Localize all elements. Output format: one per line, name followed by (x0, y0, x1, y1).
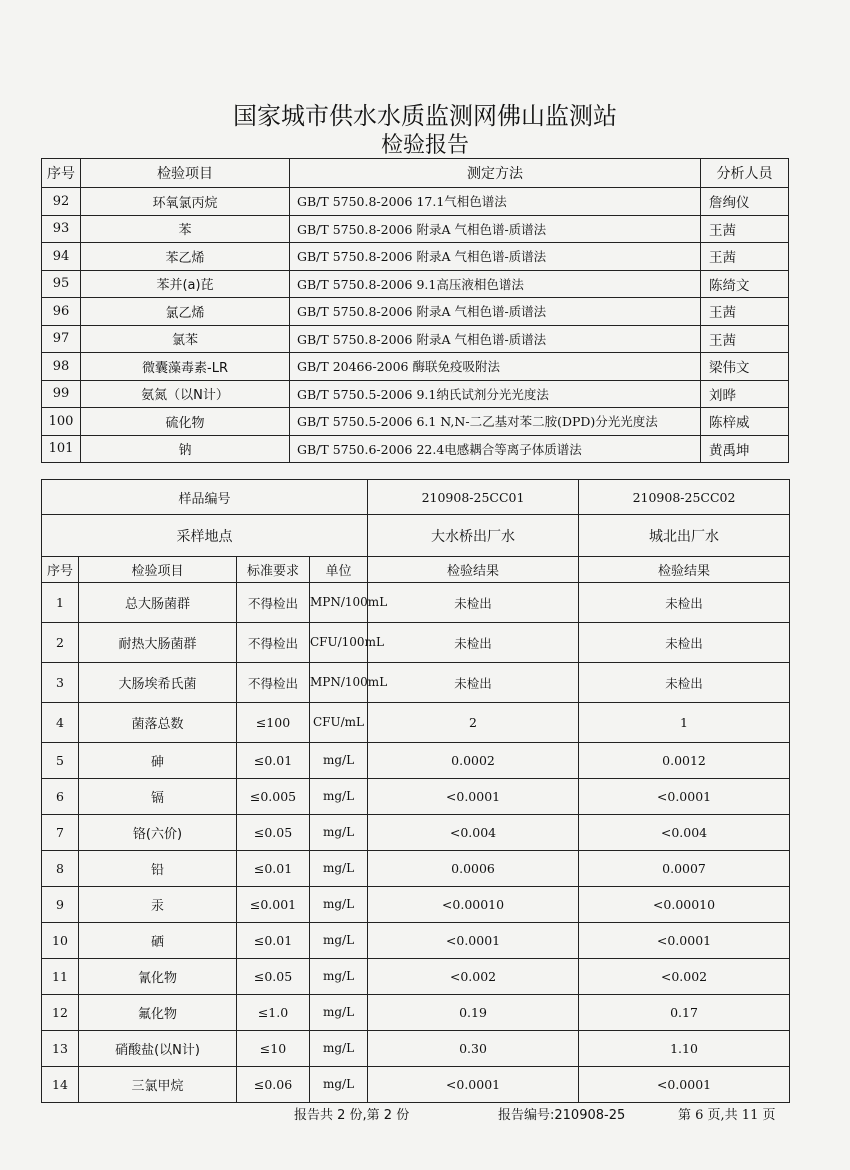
result-row (42, 1031, 790, 1067)
result-sample-2: 未检出 (579, 623, 790, 663)
result-unit: MPN/100mL (310, 583, 368, 623)
result-unit: CFU/100mL (310, 623, 368, 663)
result-sample-2: 未检出 (579, 663, 790, 703)
result-sample-1: <0.002 (368, 959, 579, 995)
method-row (42, 408, 789, 436)
result-no: 12 (42, 995, 79, 1031)
row-no: 96 (42, 298, 81, 326)
row-person: 黄禹坤 (701, 435, 789, 463)
result-sample-1: 未检出 (368, 663, 579, 703)
row-method: GB/T 5750.5-2006 6.1 N,N-二乙基对苯二胺(DPD)分光光度法 (290, 408, 701, 436)
row-item: 环氧氯丙烷 (81, 188, 290, 216)
result-row (42, 583, 790, 623)
result-unit: mg/L (310, 1031, 368, 1067)
result-std: ≤0.05 (237, 815, 310, 851)
result-sample-1: 0.0006 (368, 851, 579, 887)
result-sample-1: <0.0001 (368, 923, 579, 959)
result-unit: mg/L (310, 851, 368, 887)
result-sample-2: 0.17 (579, 995, 790, 1031)
row-no: 101 (42, 435, 81, 463)
result-item: 耐热大肠菌群 (79, 623, 237, 663)
result-unit: mg/L (310, 887, 368, 923)
result-unit: CFU/mL (310, 703, 368, 743)
result-unit: mg/L (310, 815, 368, 851)
result-sample-1: 未检出 (368, 623, 579, 663)
row-no: 97 (42, 325, 81, 353)
header-no: 序号 (42, 159, 81, 188)
row-item: 苯乙烯 (81, 243, 290, 271)
sample-no-label: 样品编号 (42, 480, 368, 515)
row-person: 梁伟文 (701, 353, 789, 381)
page-number: 第 6 页,共 11 页 (678, 1108, 776, 1123)
site-label: 采样地点 (42, 515, 368, 557)
row-method: GB/T 5750.8-2006 附录A 气相色谱-质谱法 (290, 243, 701, 271)
method-row (42, 243, 789, 271)
result-sample-1: 0.30 (368, 1031, 579, 1067)
col-header-item: 检验项目 (79, 557, 237, 583)
sample-no-row (42, 480, 790, 515)
result-no: 2 (42, 623, 79, 663)
row-person: 刘晔 (701, 380, 789, 408)
result-no: 11 (42, 959, 79, 995)
row-item: 钠 (81, 435, 290, 463)
row-method: GB/T 5750.8-2006 附录A 气相色谱-质谱法 (290, 298, 701, 326)
method-row (42, 215, 789, 243)
row-item: 氯苯 (81, 325, 290, 353)
col-header-std: 标准要求 (237, 557, 310, 583)
row-no: 95 (42, 270, 81, 298)
result-row (42, 623, 790, 663)
row-method: GB/T 5750.8-2006 17.1气相色谱法 (290, 188, 701, 216)
method-row (42, 353, 789, 381)
copies-info: 报告共 2 份,第 2 份 (294, 1108, 410, 1123)
row-method: GB/T 5750.8-2006 附录A 气相色谱-质谱法 (290, 325, 701, 353)
row-person: 陈梓威 (701, 408, 789, 436)
result-std: 不得检出 (237, 663, 310, 703)
result-unit: mg/L (310, 743, 368, 779)
col-header-result-2: 检验结果 (579, 557, 790, 583)
result-unit: mg/L (310, 995, 368, 1031)
result-row (42, 995, 790, 1031)
result-sample-1: <0.0001 (368, 779, 579, 815)
org-title: 国家城市供水水质监测网佛山监测站 (233, 102, 617, 130)
result-sample-2: 0.0007 (579, 851, 790, 887)
result-std: ≤0.06 (237, 1067, 310, 1103)
result-item: 硝酸盐(以N计) (79, 1031, 237, 1067)
result-item: 氟化物 (79, 995, 237, 1031)
result-unit: mg/L (310, 779, 368, 815)
result-sample-2: <0.0001 (579, 779, 790, 815)
row-item: 微囊藻毒素-LR (81, 353, 290, 381)
result-row (42, 887, 790, 923)
result-unit: mg/L (310, 923, 368, 959)
method-row (42, 325, 789, 353)
result-no: 4 (42, 703, 79, 743)
header-item: 检验项目 (81, 159, 290, 188)
result-sample-1: 0.19 (368, 995, 579, 1031)
result-sample-2: <0.00010 (579, 887, 790, 923)
results-header-row (42, 557, 790, 583)
row-no: 94 (42, 243, 81, 271)
result-row (42, 851, 790, 887)
result-sample-2: 1.10 (579, 1031, 790, 1067)
row-no: 93 (42, 215, 81, 243)
method-row (42, 270, 789, 298)
sample-site-1: 大水桥出厂水 (368, 515, 579, 557)
results-table (41, 479, 790, 1103)
result-std: 不得检出 (237, 583, 310, 623)
result-no: 7 (42, 815, 79, 851)
header-person: 分析人员 (701, 159, 789, 188)
result-sample-1: 0.0002 (368, 743, 579, 779)
col-header-no: 序号 (42, 557, 79, 583)
row-no: 100 (42, 408, 81, 436)
result-sample-2: 未检出 (579, 583, 790, 623)
result-sample-1: <0.00010 (368, 887, 579, 923)
method-row (42, 380, 789, 408)
result-item: 汞 (79, 887, 237, 923)
methods-header-row (42, 159, 789, 188)
row-person: 陈绮文 (701, 270, 789, 298)
row-method: GB/T 5750.8-2006 9.1高压液相色谱法 (290, 270, 701, 298)
result-sample-2: 1 (579, 703, 790, 743)
row-no: 99 (42, 380, 81, 408)
result-unit: mg/L (310, 1067, 368, 1103)
row-method: GB/T 20466-2006 酶联免疫吸附法 (290, 353, 701, 381)
result-item: 砷 (79, 743, 237, 779)
result-std: ≤0.01 (237, 743, 310, 779)
result-unit: MPN/100mL (310, 663, 368, 703)
result-row (42, 703, 790, 743)
result-std: ≤10 (237, 1031, 310, 1067)
row-person: 詹绚仪 (701, 188, 789, 216)
method-row (42, 188, 789, 216)
result-sample-1: 2 (368, 703, 579, 743)
result-item: 铅 (79, 851, 237, 887)
row-item: 氨氮（以N计） (81, 380, 290, 408)
result-sample-1: 未检出 (368, 583, 579, 623)
result-no: 9 (42, 887, 79, 923)
result-item: 硒 (79, 923, 237, 959)
result-sample-2: 0.0012 (579, 743, 790, 779)
result-row (42, 815, 790, 851)
result-item: 氰化物 (79, 959, 237, 995)
row-person: 王茜 (701, 298, 789, 326)
result-no: 10 (42, 923, 79, 959)
method-row (42, 298, 789, 326)
result-std: 不得检出 (237, 623, 310, 663)
result-sample-2: <0.0001 (579, 1067, 790, 1103)
result-sample-1: <0.0001 (368, 1067, 579, 1103)
result-sample-2: <0.002 (579, 959, 790, 995)
result-no: 6 (42, 779, 79, 815)
result-item: 菌落总数 (79, 703, 237, 743)
result-std: ≤0.001 (237, 887, 310, 923)
result-sample-2: <0.004 (579, 815, 790, 851)
result-sample-2: <0.0001 (579, 923, 790, 959)
methods-table (41, 158, 789, 463)
row-item: 苯 (81, 215, 290, 243)
row-item: 硫化物 (81, 408, 290, 436)
row-method: GB/T 5750.8-2006 附录A 气相色谱-质谱法 (290, 215, 701, 243)
row-item: 氯乙烯 (81, 298, 290, 326)
result-item: 铬(六价) (79, 815, 237, 851)
sample-site-2: 城北出厂水 (579, 515, 790, 557)
result-no: 3 (42, 663, 79, 703)
result-std: ≤1.0 (237, 995, 310, 1031)
result-row (42, 1067, 790, 1103)
row-no: 92 (42, 188, 81, 216)
result-std: ≤0.05 (237, 959, 310, 995)
result-row (42, 923, 790, 959)
row-person: 王茜 (701, 325, 789, 353)
result-unit: mg/L (310, 959, 368, 995)
result-std: ≤0.01 (237, 923, 310, 959)
row-person: 王茜 (701, 243, 789, 271)
row-no: 98 (42, 353, 81, 381)
result-row (42, 779, 790, 815)
result-row (42, 743, 790, 779)
row-method: GB/T 5750.5-2006 9.1纳氏试剂分光光度法 (290, 380, 701, 408)
sample-id-1: 210908-25CC01 (368, 480, 579, 515)
result-item: 总大肠菌群 (79, 583, 237, 623)
report-number: 报告编号:210908-25 (498, 1108, 626, 1123)
report-title: 检验报告 (380, 133, 469, 158)
sample-id-2: 210908-25CC02 (579, 480, 790, 515)
header-method: 测定方法 (290, 159, 701, 188)
result-item: 大肠埃希氏菌 (79, 663, 237, 703)
result-row (42, 663, 790, 703)
result-row (42, 959, 790, 995)
result-std: ≤100 (237, 703, 310, 743)
result-std: ≤0.01 (237, 851, 310, 887)
row-person: 王茜 (701, 215, 789, 243)
col-header-unit: 单位 (310, 557, 368, 583)
result-no: 13 (42, 1031, 79, 1067)
row-item: 苯并(a)芘 (81, 270, 290, 298)
method-row (42, 435, 789, 463)
result-no: 1 (42, 583, 79, 623)
row-method: GB/T 5750.6-2006 22.4电感耦合等离子体质谱法 (290, 435, 701, 463)
result-item: 镉 (79, 779, 237, 815)
result-std: ≤0.005 (237, 779, 310, 815)
site-row (42, 515, 790, 557)
result-no: 5 (42, 743, 79, 779)
result-sample-1: <0.004 (368, 815, 579, 851)
result-item: 三氯甲烷 (79, 1067, 237, 1103)
result-no: 8 (42, 851, 79, 887)
result-no: 14 (42, 1067, 79, 1103)
col-header-result-1: 检验结果 (368, 557, 579, 583)
